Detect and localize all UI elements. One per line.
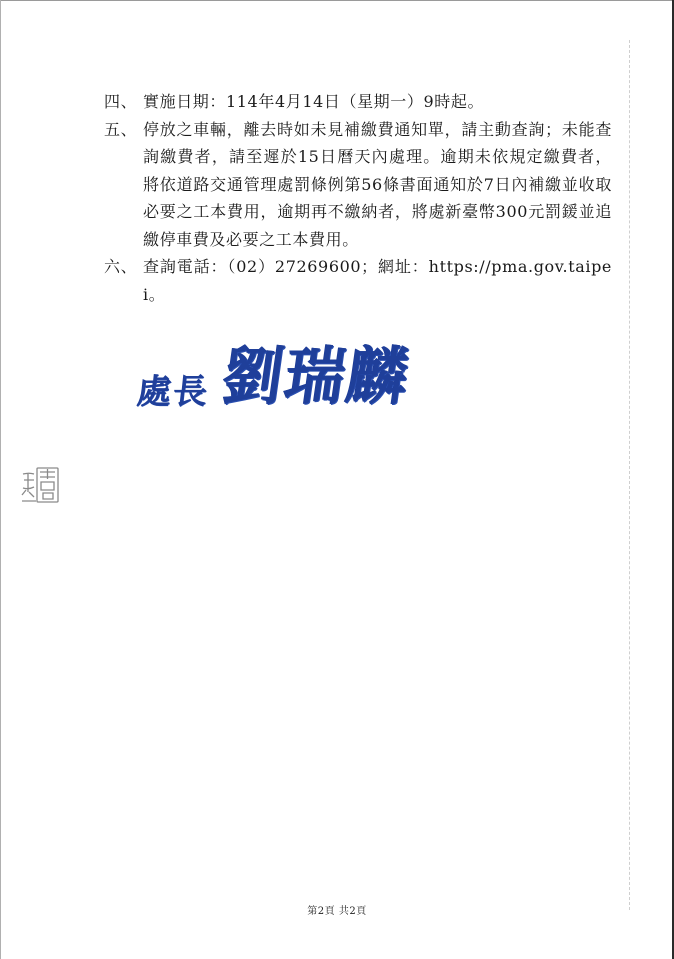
seal-stamp-icon <box>20 466 60 504</box>
fold-line <box>629 40 630 910</box>
item-text: 停放之車輛，離去時如未見補繳費通知單，請主動查詢；未能查詢繳費者，請至遲於15日曆天內處理。逾期未依規定繳費者，將依道路交通管理處罰條例第56條書面通知於7日內補繳並收取必要之工本費用，逾期再不繳納者，將處新臺幣300元罰鍰並追繳停車費及必要之工本費用。 <box>143 119 612 249</box>
list-item-4 <box>104 88 612 116</box>
signature-name: 劉瑞麟 <box>217 340 415 414</box>
scan-edge-left <box>0 0 1 959</box>
page-footer: 第2頁 共2頁 <box>307 906 367 917</box>
notice-body <box>104 88 612 308</box>
item-text: 實施日期：114年4月14日（星期一）9時起。 <box>143 92 485 111</box>
item-number: 五、 <box>104 119 138 139</box>
signature-title: 處長 <box>134 372 212 412</box>
list-item-6 <box>104 253 612 308</box>
director-signature-stamp <box>134 336 415 418</box>
item-number: 六、 <box>104 257 138 276</box>
scan-edge-top <box>0 0 674 1</box>
item-number: 四、 <box>104 92 138 111</box>
item-text: 查詢電話：（02）27269600；網址：https://pma.gov.taipei。 <box>143 257 612 304</box>
list-item-5 <box>104 116 612 254</box>
